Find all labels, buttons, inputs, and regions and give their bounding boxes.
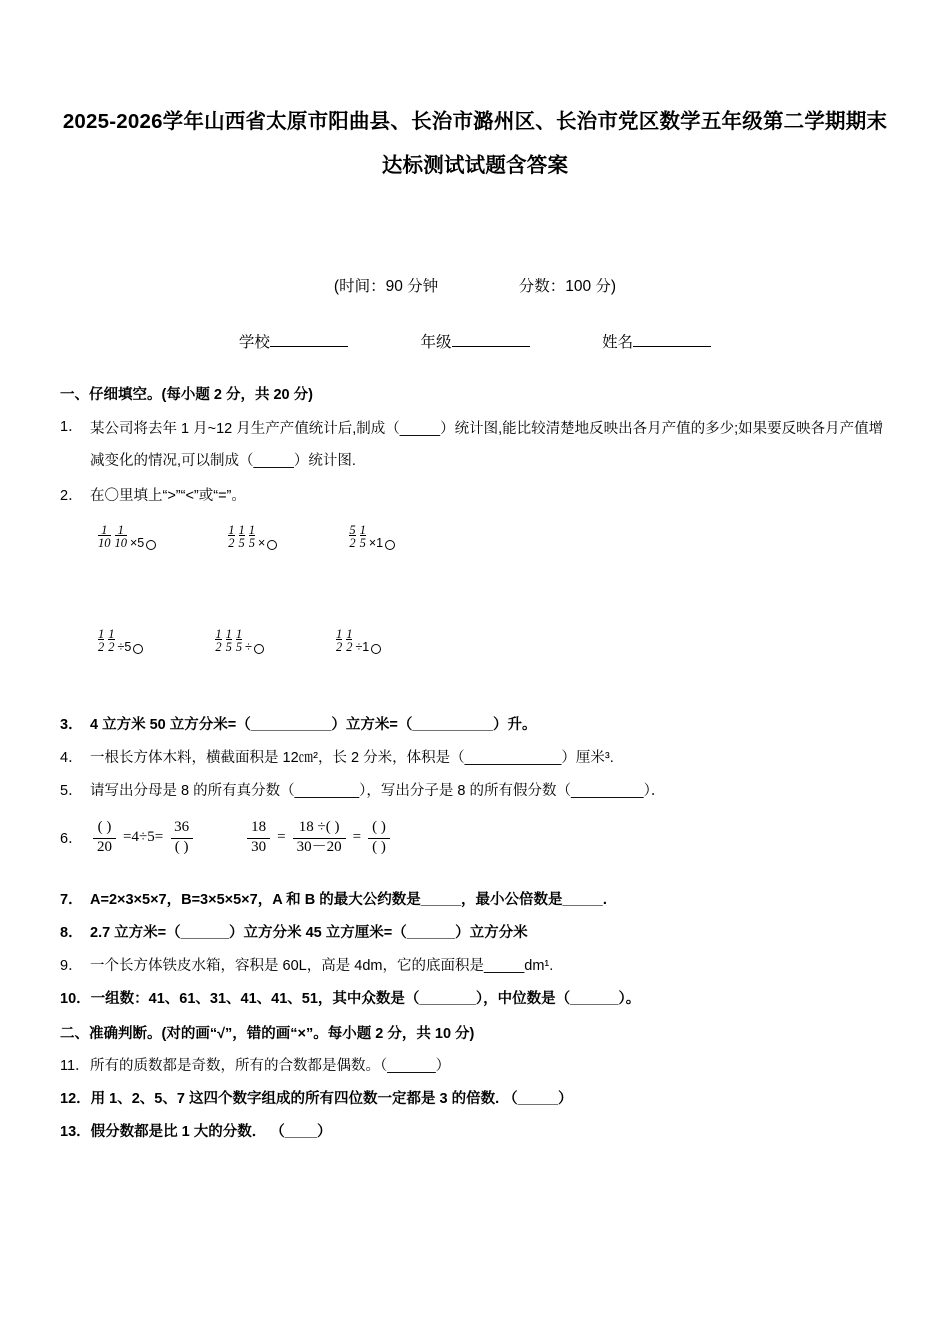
fraction: $\frac{1}{5}$ (359, 523, 366, 550)
answer-circle[interactable] (146, 540, 156, 550)
question-13-text: 假分数都是比 1 大的分数． （____） (90, 1124, 332, 1140)
question-13 (60, 1118, 890, 1146)
question-2-number: 2． (60, 488, 83, 504)
question-9-text: 一个长方体铁皮水箱，容积是 60L，高是 4dm，它的底面积是_____dm¹. (90, 958, 554, 974)
school-blank[interactable] (270, 331, 348, 347)
question-13-number: 13． (60, 1124, 91, 1140)
question-1-text: 某公司将去年 1 月~12 月生产产值统计后,制成（_____）统计图,能比较清楚地反映出各月产值的多少;如果要反映各月产值增减变化的情况,可以制成（_____）统计图. (90, 421, 884, 469)
question-3 (60, 711, 890, 739)
fraction: $\frac{1}{2}$ (228, 523, 235, 550)
fraction: $\frac{1}{2}$ (108, 627, 115, 654)
equals-sign-2: = (352, 828, 362, 845)
question-3-number: 3． (60, 717, 83, 733)
question-6-number: 6． (60, 830, 83, 847)
question-8-text: 2.7 立方米=（______）立方分米 45 立方厘米=（______）立方分米 (90, 925, 528, 941)
answer-circle[interactable] (133, 644, 143, 654)
answer-circle[interactable] (385, 540, 395, 550)
question-10 (60, 985, 890, 1013)
question-2-row-1 (96, 524, 890, 550)
question-7 (60, 886, 890, 914)
answer-circle[interactable] (267, 540, 277, 550)
question-2 (60, 482, 890, 510)
question-9-number: 9． (60, 958, 83, 974)
field-grade: 年级 (420, 330, 529, 352)
operator-text: × (258, 536, 266, 550)
expr-2-5 (213, 628, 264, 654)
expr-2-6 (334, 628, 381, 654)
question-12-number: 12． (60, 1091, 91, 1107)
fraction-second-mid: $\frac{18 \div( )}{30-20}$ (293, 817, 346, 857)
expr-2-3 (347, 524, 395, 550)
exam-meta (60, 274, 890, 296)
exam-time: (时间：90 分钟 (333, 278, 439, 295)
question-8-number: 8． (60, 925, 83, 941)
operator-text: ÷1 (355, 640, 370, 654)
fraction: $\frac{1}{2}$ (215, 627, 222, 654)
equals-sign-1: = (277, 828, 286, 845)
question-12 (60, 1085, 890, 1113)
expr-2-4 (96, 628, 143, 654)
question-5-text: 请写出分母是 8 的所有真分数（________），写出分子是 8 的所有假分数（_________）． (90, 783, 666, 799)
fraction: $\frac{1}{10}$ (114, 523, 127, 550)
question-11 (60, 1052, 890, 1080)
fraction: $\frac{1}{10}$ (98, 523, 111, 550)
fraction-second-left: $\frac{18}{30}$ (247, 817, 270, 857)
exam-score: 分数：100 分) (518, 278, 617, 295)
question-6 (60, 817, 890, 857)
question-2-text: 在〇里填上“>”“<”或“=”。 (90, 488, 246, 504)
question-10-number: 10． (60, 991, 91, 1007)
question-5-number: 5． (60, 783, 83, 799)
fraction: $\frac{1}{5}$ (235, 627, 243, 654)
question-4 (60, 744, 890, 772)
fraction: $\frac{1}{5}$ (238, 523, 245, 550)
fraction: $\frac{1}{2}$ (98, 627, 105, 654)
question-11-text: 所有的质数都是奇数，所有的合数都是偶数。（______） (90, 1058, 451, 1074)
question-7-text: A=2×3×5×7，B=3×5×5×7，A 和 B 的最大公约数是_____，最小公倍数是_____. (90, 892, 607, 908)
question-11-number: 11． (60, 1058, 90, 1074)
question-9 (60, 952, 890, 980)
question-10-text: 一组数：41、61、31、41、41、51，其中众数是（_______），中位数是（______）。 (90, 991, 641, 1007)
fraction: $\frac{5}{2}$ (349, 523, 356, 550)
fraction: $\frac{1}{2}$ (335, 627, 343, 654)
section-heading-1: 一、仔细填空。(每小题 2 分，共 20 分) (60, 387, 313, 403)
fraction-second-right: ( ) ( ) (368, 817, 390, 857)
question-5 (60, 777, 890, 805)
field-name: 姓名 (602, 330, 711, 352)
question-8 (60, 919, 890, 947)
operator-text: ×1 (368, 536, 384, 550)
question-3-text: 4 立方米 50 立方分米=（__________）立方米=（__________）升。 (90, 717, 537, 733)
fraction: $\frac{1}{5}$ (225, 627, 232, 654)
question-12-text: 用 1、2、5、7 这四个数字组成的所有四位数一定都是 3 的倍数. （_____） (90, 1091, 573, 1107)
equation-mid: =4÷5= (123, 828, 164, 845)
fraction-left: ( ) 20 (93, 817, 116, 857)
fraction-right: 36 ( ) (170, 817, 193, 857)
student-fields (60, 330, 890, 352)
grade-blank[interactable] (452, 331, 530, 347)
question-1 (60, 413, 890, 477)
fraction: $\frac{1}{2}$ (346, 627, 353, 654)
answer-circle[interactable] (254, 644, 264, 654)
page-title: 2025-2026学年山西省太原市阳曲县、长治市潞州区、长治市党区数学五年级第二学期期末达标测试试题含答案 (62, 110, 888, 177)
operator-text: ÷ (245, 640, 252, 654)
answer-circle[interactable] (371, 644, 381, 654)
section-heading-2: 二、准确判断。(对的画“√”，错的画“×”。每小题 2 分，共 10 分) (60, 1026, 475, 1042)
field-school: 学校 (239, 330, 348, 352)
question-4-text: 一根长方体木料，横截面积是 12㎝²，长 2 分米，体积是（____________）厘米³. (90, 750, 614, 766)
question-7-number: 7． (60, 892, 83, 908)
name-blank[interactable] (633, 331, 711, 347)
question-2-row-2 (96, 628, 890, 654)
question-4-number: 4． (60, 750, 83, 766)
question-1-number: 1． (60, 419, 83, 435)
fraction: $\frac{1}{5}$ (248, 523, 256, 550)
operator-text: ×5 (130, 536, 145, 550)
operator-text: ÷5 (117, 640, 132, 654)
expr-2-2 (226, 524, 277, 550)
expr-2-1 (96, 524, 156, 550)
